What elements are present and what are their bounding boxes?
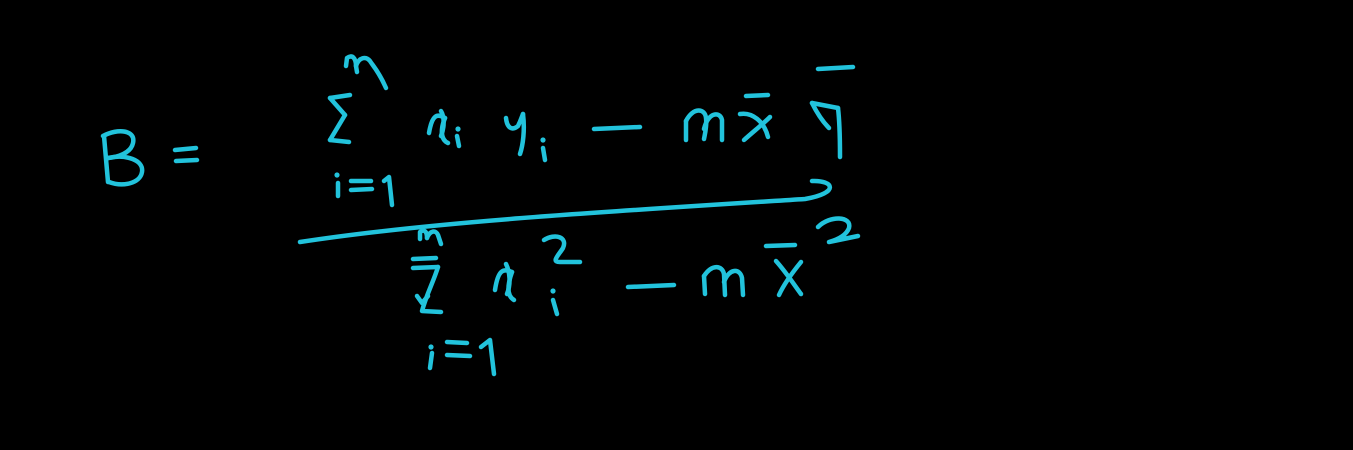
fraction-bar	[300, 181, 830, 242]
denominator-minus	[628, 285, 674, 287]
denominator-sum-upper-n	[420, 231, 441, 244]
denominator-sigma	[413, 258, 441, 312]
denominator-subtracted-n	[704, 267, 743, 295]
denominator-term-x	[495, 237, 580, 314]
lhs-B	[103, 131, 142, 184]
numerator-minus	[594, 127, 640, 129]
numerator-sum-upper-n	[346, 56, 386, 88]
denominator-x-bar	[766, 218, 858, 295]
denominator-sum-lower-i1	[428, 340, 494, 374]
numerator-x-bar	[740, 95, 770, 140]
numerator-term-y	[506, 114, 546, 160]
lhs-equals	[175, 148, 197, 161]
numerator-y-bar	[812, 67, 853, 157]
numerator-sigma	[330, 95, 350, 142]
numerator-subtracted-n	[686, 110, 722, 140]
numerator-sum-lower-i1	[334, 172, 392, 205]
numerator-term-x	[429, 111, 461, 146]
